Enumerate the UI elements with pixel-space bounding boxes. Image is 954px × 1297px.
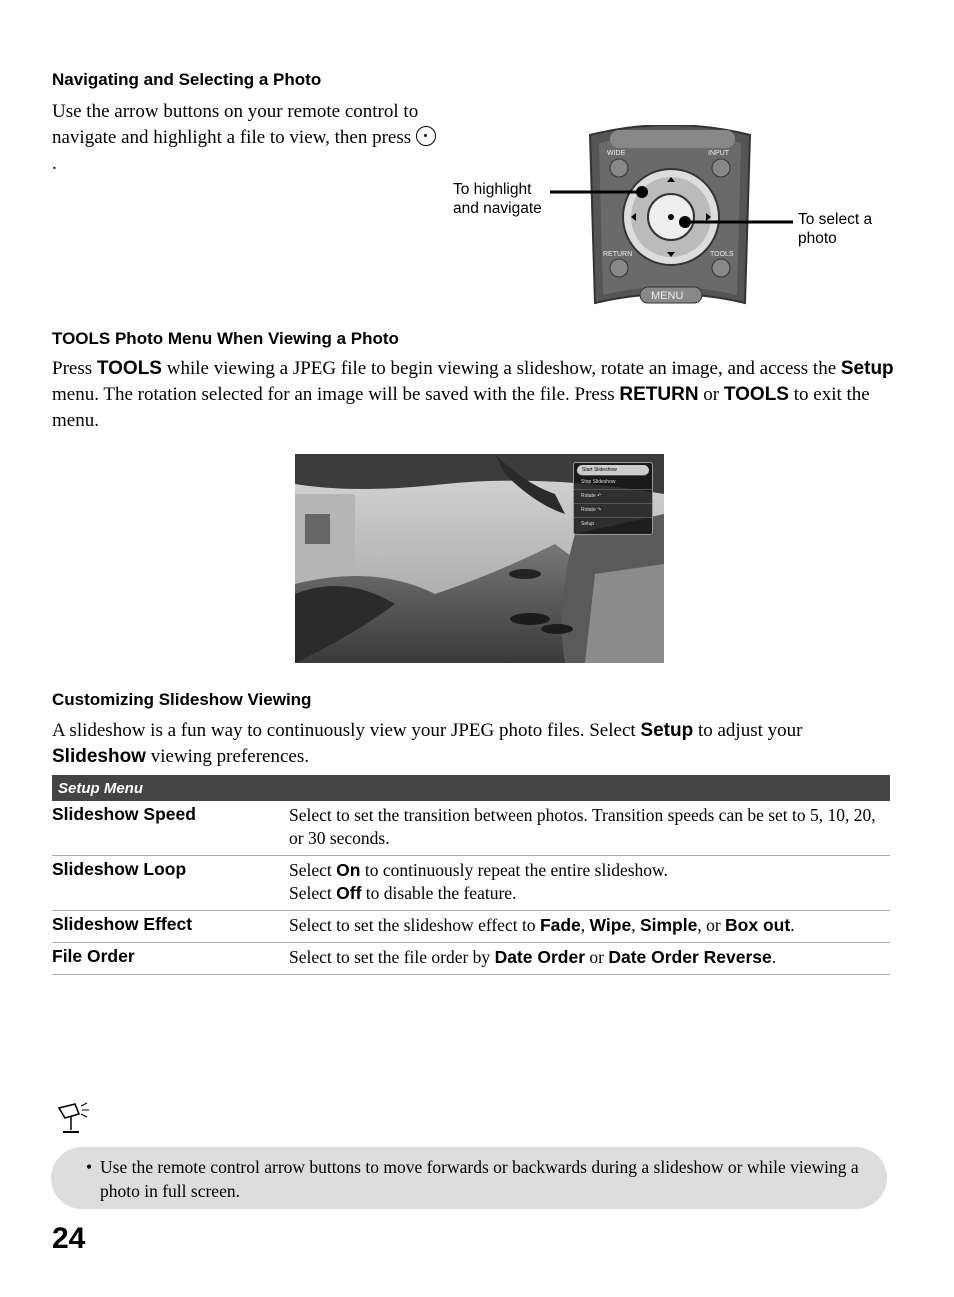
fade-keyword: Fade	[539, 915, 581, 935]
menu-item-setup[interactable]: Setup	[581, 521, 595, 527]
return-label: RETURN	[603, 251, 633, 258]
enter-button-icon	[416, 126, 436, 146]
table-row	[52, 801, 890, 856]
row-key-file-order: File Order	[52, 943, 289, 975]
photo-tools-menu	[573, 462, 653, 535]
rotate-right-label: Rotate	[581, 507, 596, 513]
tools-menu-paragraph	[52, 356, 897, 434]
tools-text-5: to exit the menu.	[52, 384, 870, 431]
callout-lines	[545, 185, 795, 230]
photo-screenshot	[295, 454, 664, 663]
tip-text: Use the remote control arrow buttons to move forwards or backwards during a slideshow or while viewing a photo in full screen.	[100, 1157, 859, 1201]
tools-text-1: Press	[52, 358, 97, 379]
tools-text-4: or	[698, 384, 724, 405]
callout-select-photo: To select a photo	[798, 211, 873, 247]
menu-item-rotate-left[interactable]	[574, 490, 652, 504]
tools-label: TOOLS	[710, 251, 734, 258]
navigating-paragraph	[52, 99, 437, 177]
rotate-left-label: Rotate	[581, 493, 596, 499]
callout-highlight-navigate: To highlight and navigate	[453, 181, 542, 217]
row-key-slideshow-effect: Slideshow Effect	[52, 911, 289, 943]
row-value-slideshow-speed: Select to set the transition between photos. Transition speeds can be set to 5, 10, 20, or 30 seconds.	[289, 801, 890, 856]
tip-lamp-icon	[55, 1100, 95, 1136]
tools-keyword-2: TOOLS	[723, 384, 789, 405]
off-keyword: Off	[336, 883, 362, 903]
date-order-reverse-keyword: Date Order Reverse	[608, 947, 772, 967]
row-value-slideshow-loop: Select On to continuously repeat the entire slideshow. Select Off to disable the feature.	[289, 856, 890, 911]
table-row	[52, 943, 890, 975]
customizing-paragraph	[52, 718, 897, 770]
wide-label: WIDE	[607, 150, 626, 157]
section-heading-navigating: Navigating and Selecting a Photo	[52, 70, 322, 89]
navigating-text: Use the arrow buttons on your remote control to navigate and highlight a file to view, then press	[52, 101, 419, 148]
rotate-right-icon: ↷	[597, 507, 602, 513]
section-heading-tools-menu: TOOLS Photo Menu When Viewing a Photo	[52, 329, 399, 348]
tools-keyword: TOOLS	[96, 358, 162, 379]
input-button-icon	[712, 159, 730, 177]
menu-item-start-slideshow[interactable]: Start Slideshow	[577, 465, 649, 476]
return-button-icon	[610, 259, 628, 277]
tools-text-3: menu. The rotation selected for an image will be saved with the file. Press	[52, 384, 620, 405]
date-order-keyword: Date Order	[494, 947, 586, 967]
return-keyword: RETURN	[619, 384, 699, 405]
tools-button-icon	[712, 259, 730, 277]
menu-item-stop-slideshow[interactable]: Stop Slideshow	[574, 476, 652, 490]
row-key-slideshow-loop: Slideshow Loop	[52, 856, 289, 911]
setup-keyword-2: Setup	[640, 720, 694, 741]
page-number: 24	[52, 1222, 86, 1255]
slideshow-keyword: Slideshow	[52, 746, 146, 767]
customizing-text-3: viewing preferences.	[145, 746, 309, 767]
row-value-slideshow-effect: Select to set the slideshow effect to Fade, Wipe, Simple, or Box out.	[289, 911, 890, 943]
tip-bullet: •	[86, 1157, 93, 1177]
section-heading-customizing: Customizing Slideshow Viewing	[52, 690, 312, 709]
setup-menu-header: Setup Menu	[52, 775, 890, 801]
wipe-keyword: Wipe	[589, 915, 632, 935]
wide-button-icon	[610, 159, 628, 177]
navigating-text-end: .	[52, 153, 57, 174]
row-key-slideshow-speed: Slideshow Speed	[52, 801, 289, 856]
setup-menu-table	[52, 775, 890, 975]
row-value-file-order: Select to set the file order by Date Order or Date Order Reverse.	[289, 943, 890, 975]
on-keyword: On	[336, 860, 361, 880]
tools-text-2: while viewing a JPEG file to begin viewing a slideshow, rotate an image, and access the	[161, 358, 841, 379]
rotate-left-icon: ↶	[597, 493, 602, 499]
customizing-text-1: A slideshow is a fun way to continuously view your JPEG photo files. Select	[52, 720, 641, 741]
menu-item-rotate-right[interactable]	[574, 504, 652, 518]
table-row	[52, 856, 890, 911]
input-label: INPUT	[708, 150, 729, 157]
box-out-keyword: Box out	[725, 915, 791, 935]
menu-label: MENU	[651, 290, 684, 302]
table-row	[52, 911, 890, 943]
setup-keyword: Setup	[840, 358, 894, 379]
customizing-text-2: to adjust your	[693, 720, 803, 741]
simple-keyword: Simple	[639, 915, 698, 935]
